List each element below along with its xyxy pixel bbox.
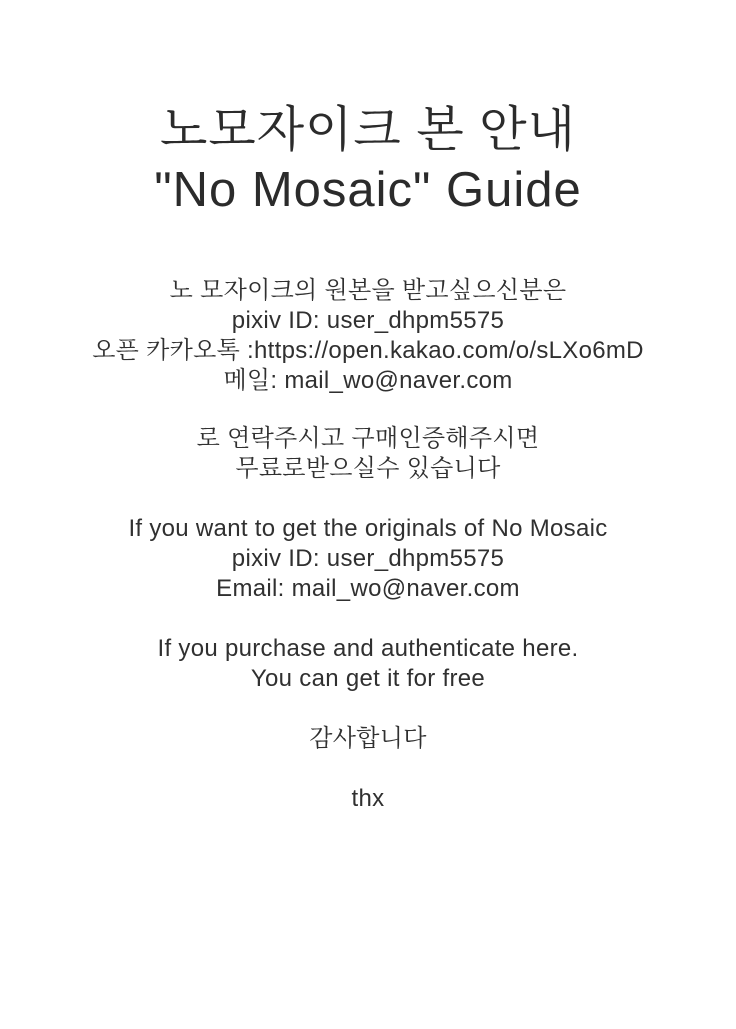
thanks-english <box>0 784 736 814</box>
english-instruction-line2: You can get it for free <box>250 665 486 692</box>
english-contact-info <box>0 514 736 604</box>
korean-instruction <box>0 424 736 484</box>
english-email-line: Email: mail_wo@naver.com <box>216 575 520 602</box>
english-instruction-line1: If you purchase and authenticate here. <box>157 635 579 662</box>
korean-contact-info <box>0 276 736 396</box>
korean-intro-line: 노 모자이크의 원본을 받고싶으신분은 <box>169 277 567 304</box>
thanks-english-line: thx <box>351 785 385 812</box>
english-pixiv-id-line: pixiv ID: user_dhpm5575 <box>231 545 505 572</box>
korean-pixiv-id-line: pixiv ID: user_dhpm5575 <box>231 307 505 334</box>
korean-kakao-link-line: 오픈 카카오톡 :https://open.kakao.com/o/sLXo6mD <box>92 337 644 364</box>
thanks-korean-line: 감사합니다 <box>309 725 427 752</box>
thanks-korean <box>0 724 736 754</box>
english-instruction <box>0 634 736 694</box>
korean-email-line: 메일: mail_wo@naver.com <box>223 367 513 394</box>
english-intro-line: If you want to get the originals of No Mosaic <box>128 515 608 542</box>
page-title-korean: 노모자이크 본 안내 <box>160 103 576 157</box>
korean-instruction-line1: 로 연락주시고 구매인증해주시면 <box>196 425 540 452</box>
korean-instruction-line2: 무료로받으실수 있습니다 <box>235 455 501 482</box>
page-title-english: "No Mosaic" Guide <box>154 163 582 217</box>
page-title <box>0 100 736 220</box>
